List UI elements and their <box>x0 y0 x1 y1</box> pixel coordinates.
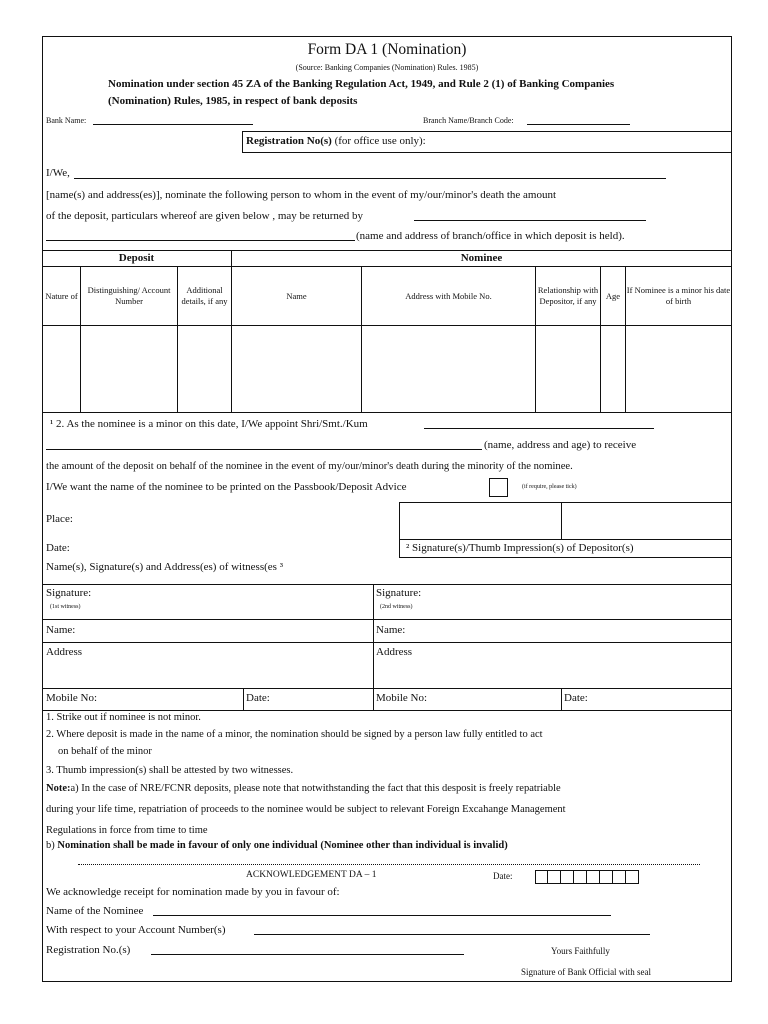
minor-line1: ¹ 2. As the nominee is a minor on this date, I/We appoint Shri/Smt./Kum <box>50 418 368 430</box>
guardian-details-field[interactable] <box>46 449 482 450</box>
witness1-tag: (1st witness) <box>50 604 81 610</box>
witness2-signature-label: Signature: <box>376 587 422 599</box>
date-digit-box[interactable] <box>613 870 626 884</box>
cell-age[interactable] <box>601 326 625 412</box>
note-a <box>46 783 561 794</box>
cell-relationship[interactable] <box>536 326 600 412</box>
date-digit-box[interactable] <box>626 870 639 884</box>
form-subtitle-line2: (Nomination) Rules, 1985, in respect of bank deposits <box>108 95 358 107</box>
date-label: Date: <box>46 542 70 554</box>
witness-date-divider <box>243 688 244 710</box>
ack-line1: We acknowledge receipt for nomination made by you in favour of: <box>46 886 340 898</box>
branch-name-field[interactable] <box>527 124 630 125</box>
witness2-address-label: Address <box>376 646 413 658</box>
nominee-group-header: Nominee <box>460 251 503 264</box>
witness-top-line <box>42 584 732 585</box>
witness-heading: Name(s), Signature(s) and Address(es) of witness(es ³ <box>46 561 283 573</box>
note-1: 1. Strike out if nominee is not minor. <box>46 712 201 723</box>
header-nature-of: Nature of <box>45 290 78 301</box>
cut-line <box>78 864 700 865</box>
registration-label-row <box>246 135 426 147</box>
header-additional-details: Additional details, if any <box>181 285 228 306</box>
ack-account-label: With respect to your Account Number(s) <box>46 924 226 936</box>
header-account-number: Distinguishing/ Account Number <box>87 285 171 306</box>
cell-nature[interactable] <box>43 326 80 412</box>
witness-bottom-line <box>42 710 732 711</box>
cell-additional-details[interactable] <box>178 326 231 412</box>
header-age: Age <box>605 290 621 301</box>
declaration-line2: [name(s) and address(es)], nominate the following person to whom in the event of my/our/minor's death the amount <box>46 189 556 201</box>
date-digit-box[interactable] <box>535 870 548 884</box>
note-a-text: a) In the case of NRE/FCNR deposits, please note that notwithstanding the fact that this desposit is freely repatriable <box>70 783 561 794</box>
cell-account-number[interactable] <box>81 326 177 412</box>
witness-line <box>42 619 732 620</box>
form-source: (Source: Banking Companies (Nomination) Rules. 1985) <box>295 63 479 72</box>
bank-name-field[interactable] <box>93 124 253 125</box>
returned-by-field[interactable] <box>414 220 646 221</box>
header-minor-dob: If Nominee is a minor his date of birth <box>626 285 731 306</box>
depositor-name-field[interactable] <box>74 178 666 179</box>
declaration-line3: of the deposit, particulars whereof are given below , may be returned by <box>46 210 364 222</box>
ack-title: ACKNOWLEDGEMENT DA – 1 <box>246 870 377 880</box>
header-relationship: Relationship with Depositor, if any <box>537 285 599 306</box>
witness2-tag: (2nd witness) <box>380 604 413 610</box>
header-nominee-name: Name <box>286 290 307 301</box>
form-subtitle-line1: Nomination under section 45 ZA of the Banking Regulation Act, 1949, and Rule 2 (1) of Banking Companies <box>108 78 615 90</box>
minor-line2: (name, address and age) to receive <box>484 439 637 451</box>
witness1-date-label: Date: <box>246 692 270 704</box>
branch-name-label: Branch Name/Branch Code: <box>423 116 514 125</box>
witness-line <box>42 642 732 643</box>
form-title: Form DA 1 (Nomination) <box>307 41 467 58</box>
bank-official-signature: Signature of Bank Official with seal <box>521 967 652 977</box>
date-digit-box[interactable] <box>561 870 574 884</box>
note-label: Note: <box>46 783 71 794</box>
ack-registration-field[interactable] <box>151 954 464 955</box>
witness1-name-label: Name: <box>46 624 76 636</box>
witness1-signature-label: Signature: <box>46 587 92 599</box>
witness2-name-label: Name: <box>376 624 406 636</box>
depositor-signature-divider <box>561 502 562 539</box>
ack-nominee-label: Name of the Nominee <box>46 905 144 917</box>
registration-note: (for office use only): <box>334 135 426 147</box>
depositor-signature-label: ² Signature(s)/Thumb Impression(s) of Depositor(s) <box>406 542 634 554</box>
ack-registration-label: Registration No.(s) <box>46 944 131 956</box>
deposit-group-header: Deposit <box>118 251 155 264</box>
ack-account-field[interactable] <box>254 934 650 935</box>
ack-nominee-field[interactable] <box>153 915 611 916</box>
branch-address-field[interactable] <box>46 240 355 241</box>
ack-date-label: Date: <box>493 871 513 881</box>
declaration-line4: (name and address of branch/office in which deposit is held). <box>356 230 625 242</box>
minor-line3: the amount of the deposit on behalf of the nominee in the event of my/our/minor's death during the minority of the nominee. <box>46 461 573 472</box>
guardian-name-field[interactable] <box>424 428 654 429</box>
witness2-mobile-label: Mobile No: <box>376 692 428 704</box>
bank-name-label: Bank Name: <box>46 116 87 125</box>
ack-date-boxes[interactable] <box>535 870 639 884</box>
witness-mid-divider <box>373 584 374 710</box>
cell-address-mobile[interactable] <box>362 326 535 412</box>
tick-note: (if require, please tick) <box>522 484 577 490</box>
witness-date-divider <box>561 688 562 710</box>
date-digit-box[interactable] <box>600 870 613 884</box>
cell-minor-dob[interactable] <box>626 326 731 412</box>
note-a2: during your life time, repatriation of proceeds to the nominee would be subject to relevant Foreign Excahange Management <box>46 804 566 815</box>
note-a3: Regulations in force from time to time <box>46 825 208 836</box>
date-digit-box[interactable] <box>548 870 561 884</box>
note-b-text: Nomination shall be made in favour of only one individual (Nominee other than individual is invalid) <box>57 840 508 851</box>
table-bottom-line <box>42 412 732 413</box>
note-b-prefix: b) <box>46 840 55 851</box>
passbook-checkbox[interactable] <box>489 478 508 497</box>
date-digit-box[interactable] <box>574 870 587 884</box>
note-2-cont: on behalf of the minor <box>58 746 152 757</box>
date-digit-box[interactable] <box>587 870 600 884</box>
passbook-text: I/We want the name of the nominee to be printed on the Passbook/Deposit Advice <box>46 481 407 493</box>
note-3: 3. Thumb impression(s) shall be attested by two witnesses. <box>46 765 294 776</box>
cell-nominee-name[interactable] <box>232 326 361 412</box>
note-b <box>46 840 508 851</box>
witness1-address-label: Address <box>46 646 83 658</box>
depositor-signature-line <box>399 539 732 540</box>
place-label: Place: <box>46 513 73 525</box>
declaration-iwe: I/We, <box>46 167 70 179</box>
witness1-mobile-label: Mobile No: <box>46 692 98 704</box>
note-2: 2. Where deposit is made in the name of a minor, the nomination should be signed by a person law fully entitled to act <box>46 729 543 740</box>
yours-faithfully: Yours Faithfully <box>551 946 610 956</box>
registration-label: Registration No(s) <box>246 135 332 147</box>
witness-line <box>42 688 732 689</box>
header-address-mobile: Address with Mobile No. <box>405 290 492 301</box>
witness2-date-label: Date: <box>564 692 588 704</box>
